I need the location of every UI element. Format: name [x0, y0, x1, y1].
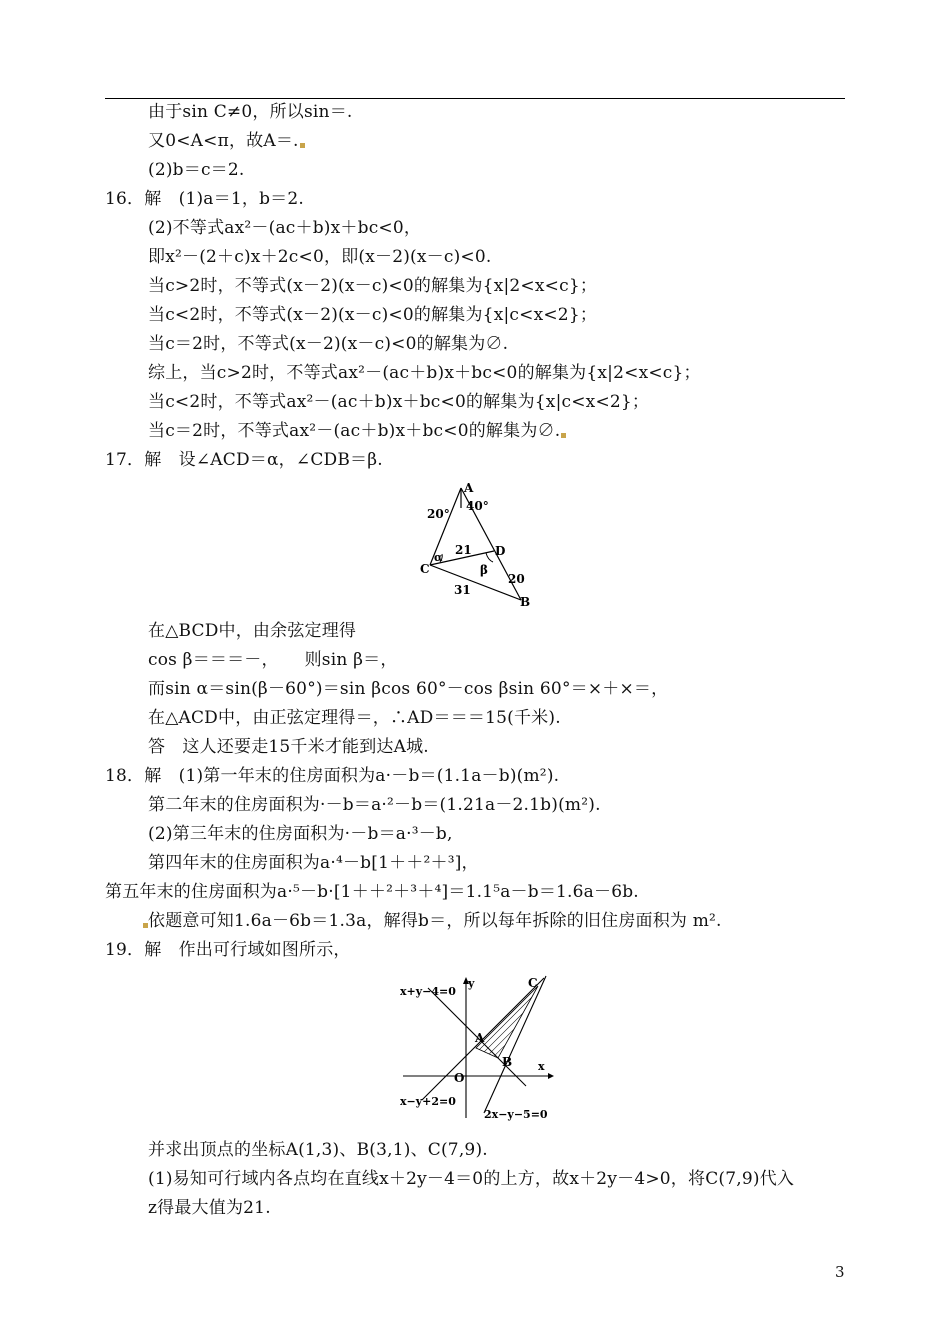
page-number: 3 [835, 1263, 845, 1281]
text-line: 19．解 作出可行域如图所示， [105, 940, 351, 960]
triangle-figure [418, 478, 538, 610]
label-O: O [454, 1071, 465, 1085]
label-beta: β [480, 563, 488, 577]
label-A: A [464, 481, 474, 495]
text-line: cos β＝＝＝－， 则sin β＝， [148, 650, 398, 670]
text-line: 而sin α＝sin(β－60°)＝sin βcos 60°－cos βsin 60°＝×＋×＝， [148, 679, 669, 699]
label-D: D [495, 544, 506, 558]
label-angle-left: 20° [427, 507, 450, 521]
label-A2: A [475, 1031, 485, 1045]
label-eq3: 2x−y−5=0 [484, 1108, 548, 1121]
text-line: 当c＝2时，不等式ax²－(ac＋b)x＋bc<0的解集为∅. [148, 421, 566, 441]
text-line: 又0<A<π，故A＝. [148, 131, 305, 151]
header-rule [105, 98, 845, 99]
text-line: 综上，当c>2时，不等式ax²－(ac＋b)x＋bc<0的解集为{x|2<x<c}； [148, 363, 701, 383]
marker-dot [561, 433, 566, 438]
text-line: 当c>2时，不等式(x－2)(x－c)<0的解集为{x|2<x<c}； [148, 276, 598, 296]
text-line: z得最大值为21. [148, 1198, 271, 1218]
label-angle-right: 40° [466, 499, 489, 513]
label-len-DB: 20 [508, 572, 525, 586]
label-eq1: x+y−4=0 [400, 985, 456, 998]
text-line: 并求出顶点的坐标A(1,3)、B(3,1)、C(7,9). [148, 1140, 488, 1160]
text-line: 当c＝2时，不等式(x－2)(x－c)<0的解集为∅. [148, 334, 509, 354]
label-C: C [420, 562, 430, 576]
text-line: (1)易知可行域内各点均在直线x＋2y－4＝0的上方，故x＋2y－4>0，将C(7,9)代入 [148, 1169, 795, 1189]
text-line: 第五年末的住房面积为a·⁵－b·[1＋＋²＋³＋⁴]＝1.1⁵a－b＝1.6a－6b. [105, 882, 639, 902]
text-line: 第四年末的住房面积为a·⁴－b[1＋＋²＋³]， [148, 853, 479, 873]
text-line: 在△ACD中，由正弦定理得＝，∴AD＝＝＝15(千米). [148, 708, 561, 728]
label-B: B [520, 595, 531, 609]
feasible-region-figure [398, 968, 558, 1124]
text-line: (2)b＝c＝2. [148, 160, 245, 180]
text-line: 即x²－(2＋c)x＋2c<0，即(x－2)(x－c)<0. [148, 247, 492, 267]
label-y: y [468, 977, 475, 990]
label-alpha: α [434, 551, 443, 564]
text-line: 依题意可知1.6a－6b＝1.3a，解得b＝，所以每年拆除的旧住房面积为 m². [142, 911, 722, 931]
label-len-CD: 21 [455, 543, 472, 557]
label-eq2: x−y+2=0 [400, 1095, 456, 1108]
text-line: (2)不等式ax²－(ac＋b)x＋bc<0， [148, 218, 422, 238]
label-B2: B [502, 1055, 513, 1069]
text-line: 由于sin C≠0，所以sin＝. [148, 102, 353, 122]
text-line: 17．解 设∠ACD＝α，∠CDB＝β. [105, 450, 383, 470]
text-line: 答 这人还要走15千米才能到达A城. [148, 737, 429, 757]
label-len-CB: 31 [454, 583, 471, 597]
text-line: 在△BCD中，由余弦定理得 [148, 621, 357, 641]
text-line: 当c<2时，不等式(x－2)(x－c)<0的解集为{x|c<x<2}； [148, 305, 598, 325]
text-line: 16．解 (1)a＝1，b＝2. [105, 189, 304, 209]
label-C2: C [528, 976, 538, 990]
text-line: (2)第三年末的住房面积为·－b＝a·³－b, [148, 824, 453, 844]
text-line: 当c<2时，不等式ax²－(ac＋b)x＋bc<0的解集为{x|c<x<2}； [148, 392, 650, 412]
text-line: 18．解 (1)第一年末的住房面积为a·－b＝(1.1a－b)(m²). [105, 766, 560, 786]
marker-dot [300, 143, 305, 148]
label-x: x [538, 1060, 545, 1073]
text-line: 第二年末的住房面积为·－b＝a·²－b＝(1.21a－2.1b)(m²). [148, 795, 601, 815]
